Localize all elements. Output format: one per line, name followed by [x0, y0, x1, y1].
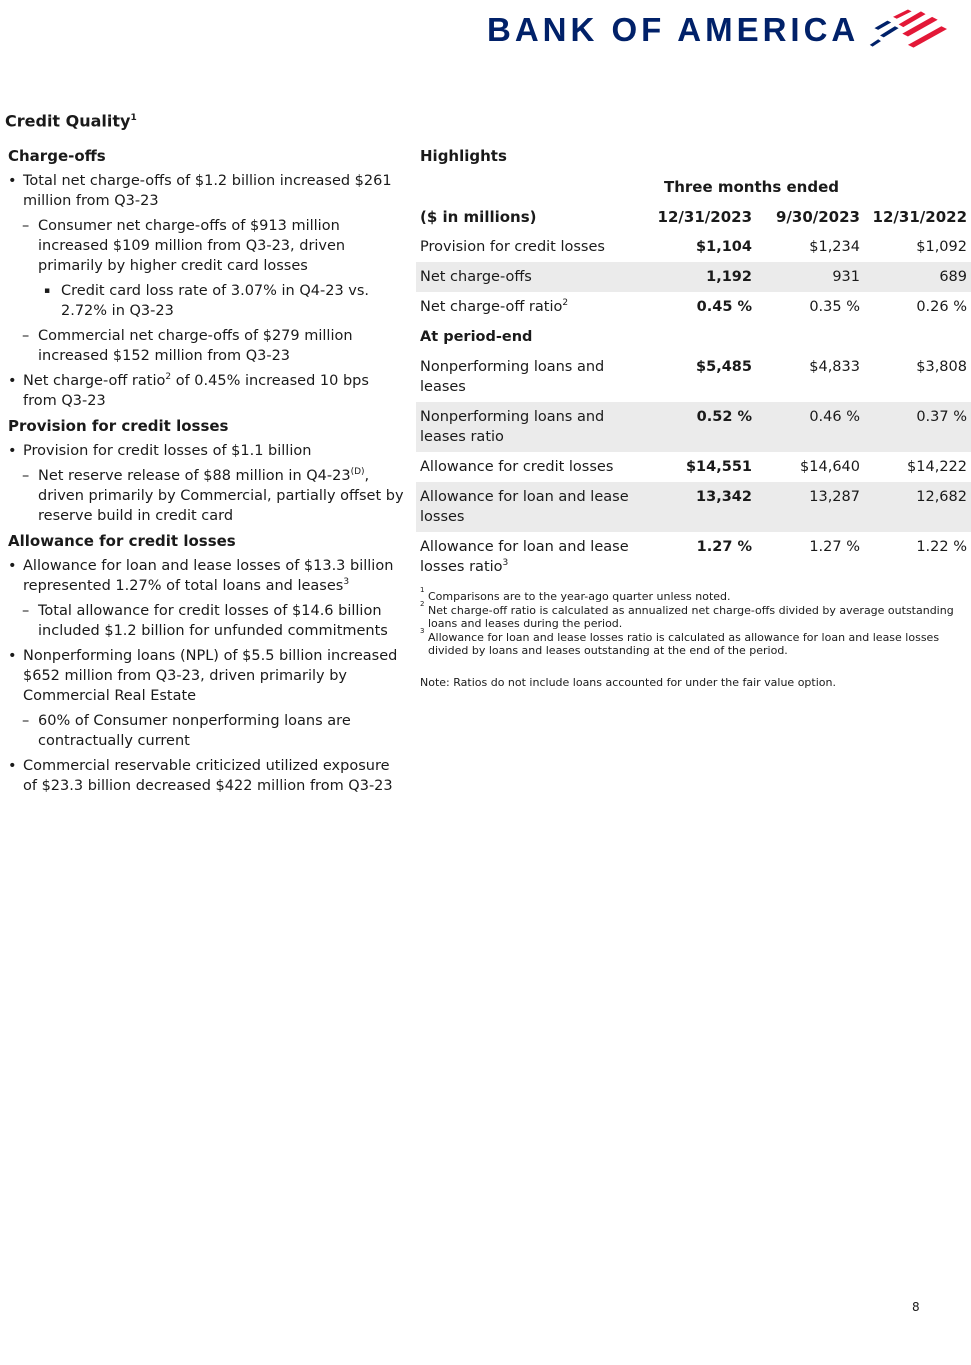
table-row: [416, 532, 971, 582]
cell-value: 689: [864, 262, 971, 292]
flag-icon: [867, 7, 947, 51]
table-subheader-row: [416, 322, 971, 352]
cell-value: $3,808: [916, 359, 967, 375]
table-row: [416, 452, 971, 482]
cell-value: $14,640: [800, 459, 860, 475]
cell-value: 13,342: [636, 482, 756, 532]
cell-value: 1.22 %: [916, 539, 967, 555]
period-header: Three months ended: [664, 178, 839, 196]
sub-bullet-item: – 60% of Consumer nonperforming loans are contractually current: [8, 711, 404, 751]
table-row: [416, 292, 971, 322]
table-row: [416, 402, 971, 452]
charge-offs-heading: Charge-offs: [8, 147, 106, 165]
highlights-table: [416, 172, 971, 582]
row-label: Net charge-offs: [416, 262, 636, 292]
bullet-item: • Commercial reservable criticized utilized exposure of $23.3 billion decreased $422 million from Q3-23: [8, 756, 404, 796]
period-header-row: [416, 172, 971, 202]
row-label: Allowance for loan and lease losses: [416, 482, 636, 532]
cell-value: 12,682: [864, 482, 971, 532]
footnotes: [416, 586, 968, 689]
footnote: 2 Net charge-off ratio is calculated as annualized net charge-offs divided by average outstanding loans and leases during the period.: [420, 599, 954, 630]
cell-value: 13,287: [756, 482, 864, 532]
cell-value: $1,092: [916, 239, 967, 255]
row-label: Provision for credit losses: [420, 239, 605, 255]
column-header: 12/31/2023: [657, 208, 752, 226]
provision-heading: Provision for credit losses: [8, 417, 229, 435]
table-row: [416, 232, 971, 262]
cell-value: 0.45 %: [696, 299, 752, 315]
row-label: Net charge-off ratio$^2$: [420, 298, 569, 315]
bullet-item: • Total net charge-offs of $1.2 billion increased $261 million from Q3-23: [8, 171, 404, 211]
bullet-item: • Nonperforming loans (NPL) of $5.5 billion increased $652 million from Q3-23, driven primarily by Commercial Real Estate: [8, 646, 404, 706]
cell-value: 0.46 %: [756, 402, 864, 452]
cell-value: 0.35 %: [809, 299, 860, 315]
row-label: Allowance for credit losses: [420, 459, 614, 475]
bullet-item: • Allowance for loan and lease losses of $13.3 billion represented 1.27% of total loans and leases$^3$: [8, 556, 404, 596]
cell-value: 1,192: [636, 262, 756, 292]
cell-value: $14,551: [685, 459, 752, 475]
cell-value: 1.27 %: [696, 539, 752, 555]
cell-value: $5,485: [696, 359, 752, 375]
commentary-column: [8, 146, 404, 801]
cell-value: 0.37 %: [864, 402, 971, 452]
allowance-heading: Allowance for credit losses: [8, 532, 236, 550]
note: Note: Ratios do not include loans accounted for under the fair value option.: [420, 675, 836, 689]
footnote: 1 Comparisons are to the year-ago quarter unless noted.: [420, 586, 731, 603]
column-header: 12/31/2022: [872, 208, 967, 226]
footnote: 3 Allowance for loan and lease losses ratio is calculated as allowance for loan and lease losses divided by loans and leases outstanding at the end of the period.: [420, 626, 940, 657]
table-row: [416, 352, 971, 402]
sub-bullet-item: – Total allowance for credit losses of $14.6 billion included $1.2 billion for unfunded commitments: [8, 601, 404, 641]
cell-value: $1,104: [696, 239, 752, 255]
cell-value: $4,833: [809, 359, 860, 375]
sub-bullet-item: – Commercial net charge-offs of $279 million increased $152 million from Q3-23: [8, 326, 404, 366]
page-number: 8: [912, 1300, 920, 1314]
subheader-label: At period-end: [420, 329, 533, 345]
cell-value: $14,222: [907, 459, 967, 475]
table-row: [416, 482, 971, 532]
section-title: Credit Quality$^1$: [5, 111, 137, 131]
sub-sub-bullet-item: ▪ Credit card loss rate of 3.07% in Q4-23 vs. 2.72% in Q3-23: [8, 281, 404, 321]
row-label: Nonperforming loans and leases ratio: [416, 402, 636, 452]
bullet-item: • Net charge-off ratio$^2$ of 0.45% increased 10 bps from Q3-23: [8, 371, 404, 411]
sub-bullet-item: – Consumer net charge-offs of $913 million increased $109 million from Q3-23, driven primarily by higher credit card losses: [8, 216, 404, 276]
highlights-panel: [416, 146, 971, 689]
cell-value: $1,234: [809, 239, 860, 255]
cell-value: 0.52 %: [636, 402, 756, 452]
highlights-title: Highlights: [420, 147, 507, 165]
cell-value: 931: [756, 262, 864, 292]
table-row: [416, 262, 971, 292]
sub-bullet-item: – Net reserve release of $88 million in $Q4-23^{(D)}$, driven primarily by Commercial, partially offset by reserve build in credit card: [8, 466, 404, 526]
row-label: Allowance for loan and lease losses ratio$^3$: [420, 539, 629, 575]
column-header: 9/30/2023: [775, 208, 860, 226]
row-label: Nonperforming loans and leases: [420, 359, 605, 395]
bank-of-america-logo: [487, 6, 967, 52]
table-header-row: [416, 202, 971, 232]
cell-value: 1.27 %: [809, 539, 860, 555]
cell-value: 0.26 %: [916, 299, 967, 315]
bullet-item: • Provision for credit losses of $1.1 billion: [8, 441, 404, 461]
logo-wordmark: BANK OF AMERICA: [487, 10, 860, 48]
column-header: ($ in millions): [420, 208, 537, 226]
